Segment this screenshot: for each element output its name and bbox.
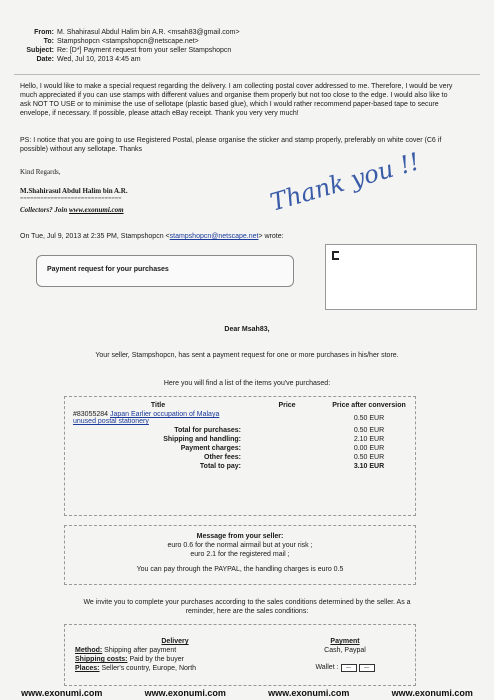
sales-conditions-box [64, 624, 416, 686]
subject-label: Subject: [26, 47, 54, 54]
signature-tagline [20, 206, 124, 214]
invite-text: We invite you to complete your purchases according to the sales conditions determined by the seller. As a reminder, here are the sales conditions: [83, 599, 411, 615]
seller-notice: Your seller, Stampshopcn, has sent a payment request for one or more purchases in his/her store. [95, 352, 399, 359]
wallet-button-1[interactable]: — [341, 664, 357, 672]
seller-message-line-2: euro 2.1 for the registered mail ; [190, 551, 290, 558]
method-value: Shipping after payment [104, 647, 177, 654]
col-conversion: Price after conversion [332, 402, 406, 409]
header-divider [14, 74, 480, 75]
col-title: Title [150, 402, 166, 409]
wallet-button-2[interactable]: — [359, 664, 375, 672]
watermark-footer [0, 688, 494, 700]
table-row [71, 444, 409, 453]
message-paragraph-1: Hello, I would like to make a special request regarding the delivery. I am collecting postal cover addressed to me. Therefore, I would be very much appreciated if you can use stamps with different values and organise them properly but not too close to the edge. I would also like to ask NOT TO USE or to minimise the use of sellotape (plastic based glue), which I would rather recommend paper-based tape to secure envelope, if necessary. If possible, please attach eBay receipt. Thank you very very much! [20, 83, 453, 117]
other-fees-label: Other fees: [204, 454, 241, 461]
payment-section [285, 637, 405, 672]
greeting: Dear Msah83, [224, 326, 270, 333]
seller-message-title: Message from your seller: [196, 533, 284, 540]
from-value: M. Shahirasul Abdul Halim bin A.R. <msah83@gmail.com> [57, 29, 240, 36]
email-header [10, 28, 240, 64]
places-value: Seller's country, Europe, North [101, 665, 197, 672]
to-value: Stampshopcn <stampshopcn@netscape.net> [57, 38, 199, 45]
footer-link-4: www.exonumi.com [391, 688, 473, 698]
regards: Kind Regards, [20, 168, 61, 176]
signature-tag: Collectors? Join [20, 206, 68, 214]
table-row [71, 462, 409, 471]
shipping-value: 2.10 EUR [353, 436, 385, 443]
total-purchases-label: Total for purchases: [174, 427, 241, 434]
seller-message-line-1: euro 0.6 for the normal airmail but at your risk ; [167, 542, 313, 549]
payment-request-banner [36, 255, 294, 287]
shipping-label: Shipping and handling: [163, 436, 241, 443]
footer-link-2: www.exonumi.com [144, 688, 226, 698]
wallet-label: Wallet : [315, 664, 339, 671]
items-intro: Here you will find a list of the items you've purchased: [163, 380, 331, 387]
handwritten-note: Thank you !! [267, 147, 423, 217]
signature-link[interactable]: www.exonumi.com [69, 206, 124, 214]
table-row [71, 410, 409, 426]
item-price: 0.50 EUR [353, 414, 385, 422]
date-value: Wed, Jul 10, 2013 4:45 am [57, 56, 141, 63]
subject-value: Re: [D*] Payment request from your seller Stampshopcn [57, 47, 232, 54]
item-link[interactable]: Japan Earlier occupation of Malaya unused postal stationery [73, 411, 220, 425]
footer-link-1: www.exonumi.com [21, 688, 103, 698]
total-pay-value: 3.10 EUR [353, 463, 385, 470]
signature-rule: ============================== [20, 196, 122, 202]
payment-charges-label: Payment charges: [180, 445, 241, 452]
table-row [71, 426, 409, 435]
other-fees-value: 0.50 EUR [353, 454, 385, 461]
payment-methods: Cash, Paypal [324, 647, 366, 654]
col-price: Price [278, 402, 296, 409]
date-label: Date: [36, 56, 54, 63]
payment-title: Payment [330, 638, 360, 645]
costs-value: Paid by the buyer [129, 656, 184, 663]
purchase-table-box [64, 396, 416, 516]
signature-name: M.Shahirasul Abdul Halim bin A.R. [20, 187, 128, 195]
total-purchases-value: 0.50 EUR [353, 427, 385, 434]
method-label: Method: [75, 647, 103, 654]
item-id: #83055284 [73, 411, 109, 418]
delivery-title: Delivery [161, 638, 189, 645]
payment-request-title: Payment request for your purchases [47, 266, 169, 273]
quote-intro-pre: On Tue, Jul 9, 2013 at 2:35 PM, Stampshopcn < [20, 233, 170, 240]
quote-intro [20, 232, 460, 241]
purchase-table [71, 401, 409, 471]
message-paragraph-2: PS: I notice that you are going to use Registered Postal, please organise the sticker and stamp properly, preferably on white cover (C6 if possible) without any sellotape. Thanks [20, 137, 442, 153]
seller-message-line-3: You can pay through the PAYPAL, the handling charges is euro 0.5 [136, 566, 344, 573]
costs-label: Shipping costs: [75, 656, 128, 663]
delivery-section [75, 637, 275, 673]
table-row [71, 453, 409, 462]
total-pay-label: Total to pay: [199, 463, 241, 470]
from-label: From: [34, 29, 54, 36]
footer-link-3: www.exonumi.com [268, 688, 350, 698]
table-row [71, 435, 409, 444]
places-label: Places: [75, 665, 100, 672]
item-cell [71, 410, 245, 426]
seller-message-box [64, 525, 416, 585]
payment-charges-value: 0.00 EUR [353, 445, 385, 452]
quote-email-link[interactable]: stampshopcn@netscape.net [169, 233, 259, 240]
quote-intro-post: > wrote: [258, 233, 284, 240]
stamp-placeholder [325, 244, 477, 310]
to-label: To: [43, 38, 54, 45]
